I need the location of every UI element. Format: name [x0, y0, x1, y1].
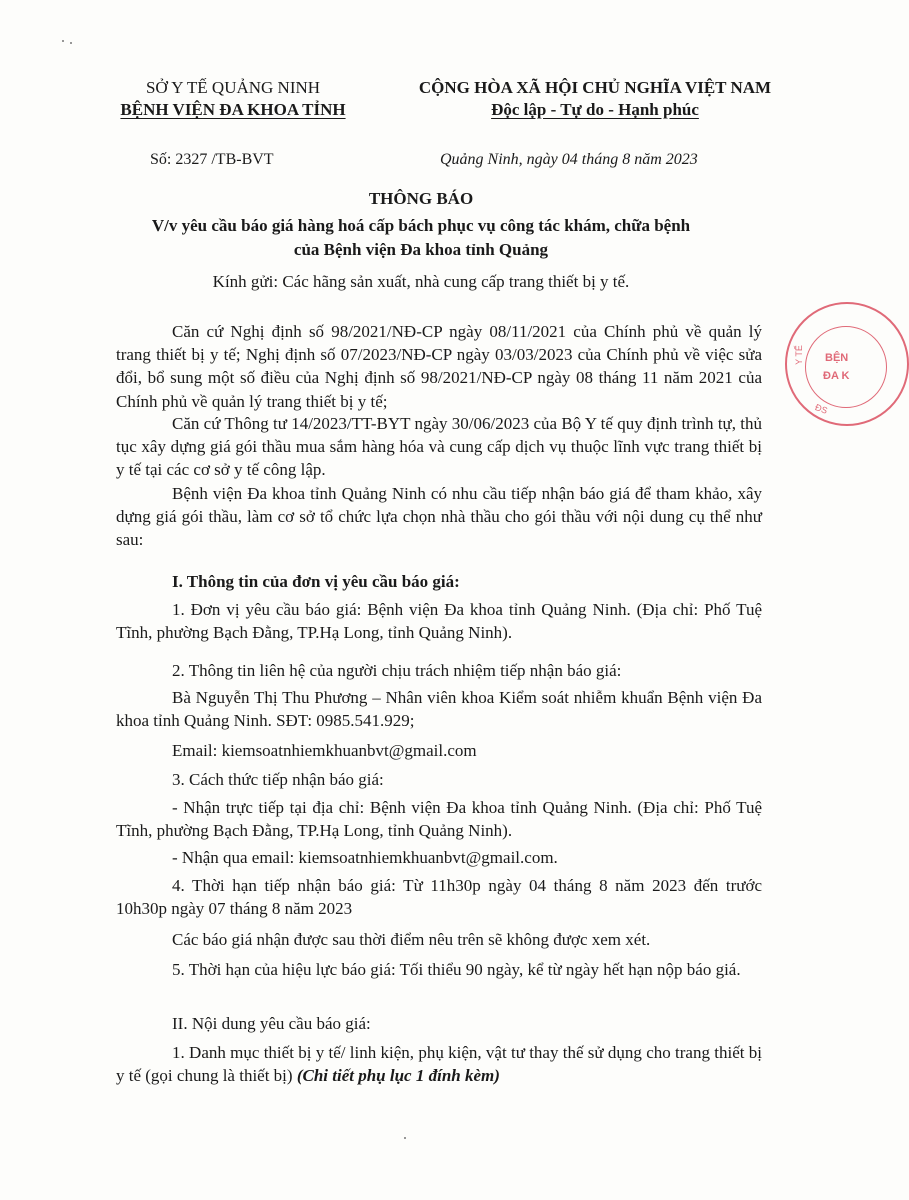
red-seal-stamp: [785, 302, 909, 426]
contact-person: Bà Nguyễn Thị Thu Phương – Nhân viên khoa Kiểm soát nhiễm khuẩn Bệnh viện Đa khoa tỉnh Quảng Ninh. SĐT: 0985.541.929;: [116, 688, 762, 731]
stamp-text-4: ĐS: [813, 402, 829, 416]
hospital-name: BỆNH VIỆN ĐA KHOA TỈNH: [120, 100, 346, 119]
stamp-inner-ring: [805, 326, 887, 408]
scan-speck: [70, 42, 72, 44]
stamp-text-3: Y TẾ: [793, 345, 804, 365]
item-1-requesting-unit: 1. Đơn vị yêu cầu báo giá: Bệnh viện Đa khoa tỉnh Quảng Ninh. (Địa chỉ: Phố Tuệ Tĩnh, phường Bạch Đằng, TP.Hạ Long, tỉnh Quảng Ninh).: [116, 600, 762, 643]
item-5-validity: 5. Thời hạn của hiệu lực báo giá: Tối thiểu 90 ngày, kể từ ngày hết hạn nộp báo giá.: [172, 960, 741, 979]
motto: Độc lập - Tự do - Hạnh phúc: [491, 100, 699, 119]
requirement-1-reference: (Chi tiết phụ lục 1 đính kèm): [296, 1066, 500, 1086]
late-submission-note: Các báo giá nhận được sau thời điểm nêu trên sẽ không được xem xét.: [172, 930, 651, 949]
item-4-deadline: 4. Thời hạn tiếp nhận báo giá: Từ 11h30p ngày 04 tháng 8 năm 2023 đến trước 10h30p ngày 07 tháng 8 năm 2023: [116, 876, 762, 919]
scan-speck: [62, 40, 64, 42]
item-2-contact-heading: 2. Thông tin liên hệ của người chịu trách nhiệm tiếp nhận báo giá:: [172, 661, 622, 680]
requirement-1-text: 1. Danh mục thiết bị y tế/ linh kiện, phụ kiện, vật tư thay thế sử dụng cho trang thiết bị y tế (gọi chung là thiết bị): [116, 1043, 762, 1086]
document-subject-line1: V/v yêu cầu báo giá hàng hoá cấp bách phục vụ công tác khám, chữa bệnh: [151, 216, 691, 235]
document-title: THÔNG BÁO: [368, 189, 474, 208]
method-email: - Nhận qua email: kiemsoatnhiemkhuanbvt@gmail.com.: [172, 848, 558, 867]
contact-email: Email: kiemsoatnhiemkhuanbvt@gmail.com: [172, 741, 477, 760]
paragraph-purpose: Bệnh viện Đa khoa tỉnh Quảng Ninh có nhu cầu tiếp nhận báo giá để tham khảo, xây dựng giá gói thầu, làm cơ sở tổ chức lựa chọn nhà thầu cho gói thầu với nội dung cụ thể như sau:: [116, 484, 762, 550]
section-2-heading: II. Nội dung yêu cầu báo giá:: [172, 1014, 371, 1033]
scan-speck: [404, 1137, 406, 1139]
method-direct: - Nhận trực tiếp tại địa chỉ: Bệnh viện Đa khoa tỉnh Quảng Ninh. (Địa chỉ: Phố Tuệ Tĩnh, phường Bạch Đằng, TP.Hạ Long, tỉnh Quảng Ninh).: [116, 798, 762, 841]
date-line: Quảng Ninh, ngày 04 tháng 8 năm 2023: [440, 151, 698, 168]
recipient-line: Kính gửi: Các hãng sản xuất, nhà cung cấp trang thiết bị y tế.: [212, 272, 630, 291]
document-number: Số: 2327 /TB-BVT: [150, 151, 274, 168]
paragraph-legal-basis-2: Căn cứ Thông tư 14/2023/TT-BYT ngày 30/06/2023 của Bộ Y tế quy định trình tự, thủ tục xây dựng giá gói thầu mua sắm hàng hóa và cung cấp dịch vụ thuộc lĩnh vực trang thiết bị y tế tại các cơ sở y tế công lập.: [116, 414, 762, 480]
ministry-name: SỞ Y TẾ QUẢNG NINH: [145, 78, 321, 97]
country-name: CỘNG HÒA XÃ HỘI CHỦ NGHĨA VIỆT NAM: [418, 78, 772, 97]
paragraph-legal-basis-1: Căn cứ Nghị định số 98/2021/NĐ-CP ngày 08/11/2021 của Chính phủ về quản lý trang thiết bị y tế; Nghị định số 07/2023/NĐ-CP ngày 03/03/2023 của Chính phủ về việc sửa đổi, bổ sung một số điều của Nghị định số 98/2021/NĐ-CP ngày 08 tháng 11 năm 2021 của Chính phủ về quản lý trang thiết bị y tế;: [116, 322, 762, 411]
requirement-1: [116, 1041, 762, 1087]
stamp-text-2: ĐA K: [823, 370, 850, 382]
header-left: [88, 77, 378, 121]
section-1-heading: I. Thông tin của đơn vị yêu cầu báo giá:: [172, 572, 460, 591]
stamp-text-1: BỆN: [825, 352, 849, 364]
item-3-method-heading: 3. Cách thức tiếp nhận báo giá:: [172, 770, 384, 789]
header-right: [355, 77, 835, 121]
document-subject-line2: của Bệnh viện Đa khoa tỉnh Quảng: [293, 240, 549, 259]
